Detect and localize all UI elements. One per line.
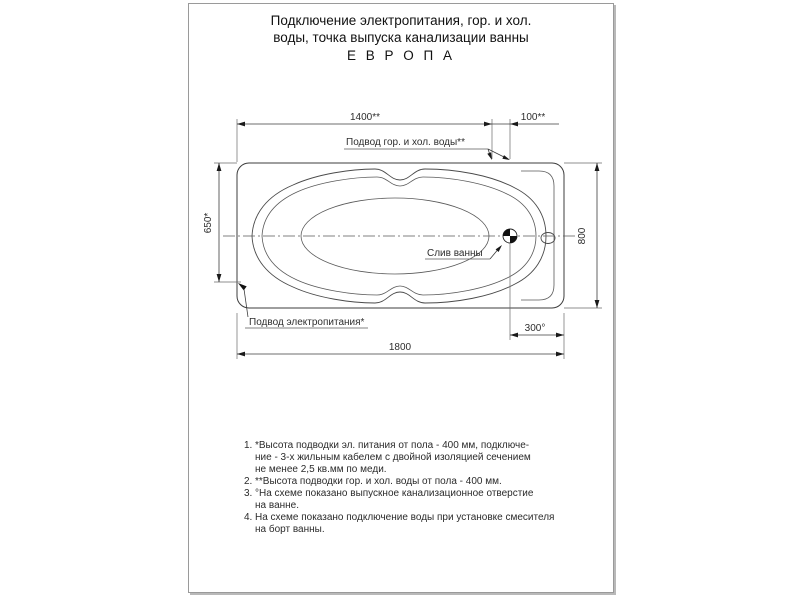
note-line — [244, 464, 584, 476]
tub-deck-inset-line — [521, 171, 554, 300]
notes-block — [244, 440, 584, 536]
note-text: *Высота подводки эл. питания от пола - 400 мм, подключе- — [255, 440, 530, 451]
note-number: 1. — [244, 440, 253, 451]
dim-text-100: 100** — [520, 112, 546, 123]
water-supply-callout — [344, 137, 510, 160]
note-text: **Высота подводки гор. и хол. воды от пола - 400 мм. — [255, 476, 502, 487]
drawing-sheet — [188, 3, 614, 593]
power-supply-callout — [238, 283, 368, 328]
note-number: 3. — [244, 488, 253, 499]
drain-symbol — [503, 229, 517, 243]
power-supply-flag — [238, 283, 247, 290]
note-line — [244, 476, 584, 488]
note-number — [244, 464, 255, 476]
dim-text-1400: 1400** — [349, 112, 381, 123]
note-number — [244, 524, 255, 536]
dim-text-300: 300° — [524, 323, 546, 334]
title-line-1: Подключение электропитания, гор. и хол. — [270, 13, 532, 28]
dim-text-800: 800 — [577, 227, 588, 245]
note-number — [244, 500, 255, 512]
note-line — [244, 452, 584, 464]
note-number: 4. — [244, 512, 253, 523]
note-text: °На схеме показано выпускное канализационное отверстие — [255, 488, 534, 499]
note-line — [244, 440, 584, 452]
note-text: на ванне. — [255, 500, 300, 511]
note-text: ние - 3-х жильным кабелем с двойной изоляцией сечением — [255, 452, 531, 463]
drain-label: Слив ванны — [427, 248, 483, 259]
note-number: 2. — [244, 476, 253, 487]
note-line — [244, 512, 584, 524]
note-line — [244, 500, 584, 512]
title-line-3: Е В Р О П А — [347, 48, 455, 63]
power-supply-label: Подвод электропитания* — [249, 317, 365, 328]
overflow-hole — [541, 233, 555, 244]
title-line-2: воды, точка выпуска канализации ванны — [273, 30, 529, 45]
note-text: На схеме показано подключение воды при установке смесителя — [255, 512, 555, 523]
note-text: не менее 2,5 кв.мм по меди. — [255, 464, 387, 475]
drain-callout — [425, 245, 502, 259]
dim-text-1800: 1800 — [388, 342, 412, 353]
dim-text-650: 650* — [203, 212, 214, 234]
note-line — [244, 524, 584, 536]
note-number — [244, 452, 255, 464]
note-text: на борт ванны. — [255, 524, 325, 535]
water-supply-label: Подвод гор. и хол. воды** — [346, 137, 465, 148]
note-line — [244, 488, 584, 500]
